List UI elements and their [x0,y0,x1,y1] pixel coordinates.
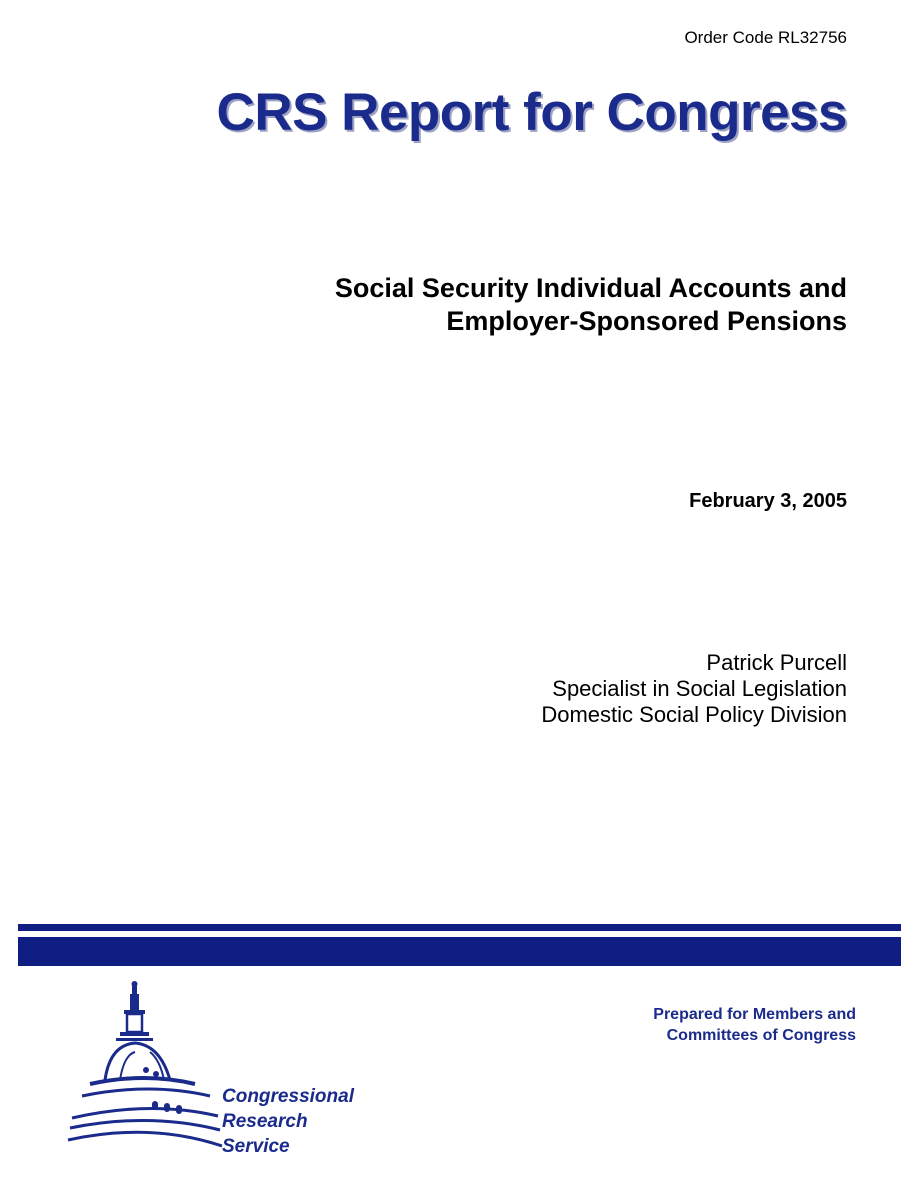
author-position: Specialist in Social Legislation [552,676,847,701]
logo-line-research: Research [222,1111,308,1132]
prepared-line-1: Prepared for Members and [653,1006,856,1023]
prepared-for-note [653,1004,856,1046]
logo-line-congressional: Congressional [222,1086,354,1107]
report-title-line-1: Social Security Individual Accounts and [334,273,847,303]
order-code: Order Code RL32756 [684,28,847,47]
report-title-line-2: Employer-Sponsored Pensions [446,306,847,336]
capitol-dome-icon [60,980,230,1160]
crs-logo-wordmark [222,1084,354,1159]
divider-thin [18,924,901,931]
logo-line-service: Service [222,1136,290,1157]
divider-thick [18,937,901,966]
report-title [227,272,847,338]
crs-report-banner: CRS Report for Congress [216,83,847,142]
author-division: Domestic Social Policy Division [541,702,847,727]
author-block [541,650,847,728]
author-name: Patrick Purcell [706,650,847,675]
report-date: February 3, 2005 [689,490,847,512]
prepared-line-2: Committees of Congress [666,1027,856,1044]
